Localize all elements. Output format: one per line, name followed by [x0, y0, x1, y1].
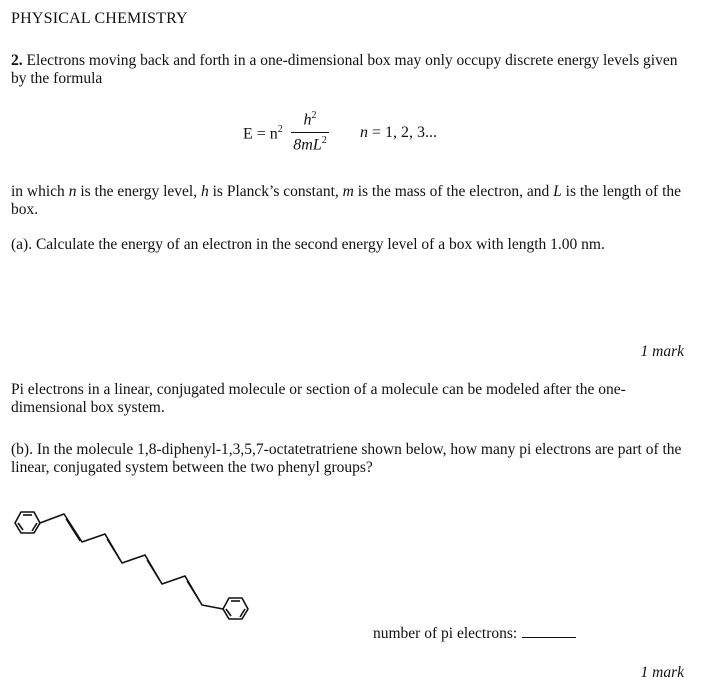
- part-b-mark: 1 mark: [640, 664, 684, 681]
- phenyl-ring-right: [223, 598, 248, 619]
- energy-formula: [243, 110, 503, 170]
- diphenyl-octatetraene-structure: [12, 502, 274, 632]
- formula-lhs: $E = n^2$: [243, 124, 283, 143]
- formula-denominator: $8mL^2$: [293, 135, 327, 154]
- answer-blank[interactable]: [522, 623, 576, 638]
- part-a-mark: 1 mark: [640, 343, 684, 360]
- variable-explanation: in which n is the energy level, h is Planck’s constant, m is the mass of the electron, and L is the length of the box.: [11, 183, 682, 218]
- page-heading: PHYSICAL CHEMISTRY: [11, 10, 188, 27]
- pi-electrons-intro: Pi electrons in a linear, conjugated molecule or section of a molecule can be modeled after the one-dimensional box system.: [11, 381, 626, 416]
- question-intro: [11, 52, 686, 88]
- answer-row: [373, 623, 576, 643]
- chain-double-bonds: [66, 519, 200, 602]
- formula-fraction: [290, 110, 330, 154]
- answer-label: number of pi electrons:: [373, 625, 518, 642]
- question-intro-text: Electrons moving back and forth in a one-dimensional box may only occupy discrete energy levels given by the formula: [11, 52, 678, 87]
- question-number: 2.: [11, 52, 23, 69]
- part-a-question: (a). Calculate the energy of an electron in the second energy level of a box with length 1.00 nm.: [11, 236, 605, 253]
- formula-condition: n = 1, 2, 3...: [360, 124, 438, 141]
- phenyl-ring-left: [15, 512, 40, 533]
- part-b-question: (b). In the molecule 1,8-diphenyl-1,3,5,7-octatetratriene shown below, how many pi electrons are part of the linear, conjugated system between the two phenyl groups?: [11, 441, 682, 476]
- formula-numerator: $h^2$: [303, 110, 317, 129]
